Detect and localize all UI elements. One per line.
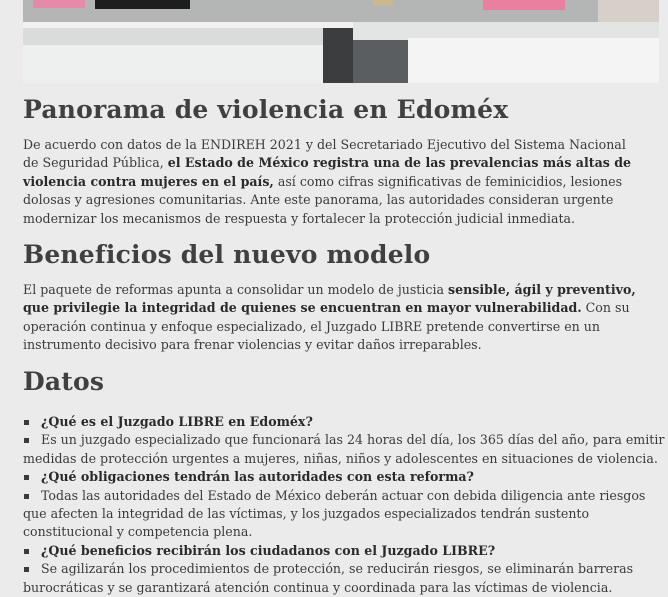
- heading-datos: Datos: [23, 367, 105, 396]
- paragraph-beneficios: [23, 281, 639, 355]
- hero-photo-office-desks: [23, 0, 659, 83]
- beneficios-text-bold: sensible, ágil y preventivo, que privilegie la integridad de quienes se encuentran en mayor vulnerabilidad.: [23, 282, 636, 316]
- datos-question-1: ¿Qué es el Juzgado LIBRE en Edoméx?: [23, 413, 665, 431]
- paragraph-panorama: [23, 136, 639, 228]
- datos-list: [23, 413, 665, 597]
- datos-answer-1: Es un juzgado especializado que funcionará las 24 horas del día, los 365 días del año, para emitir medidas de protección urgentes a mujeres, niñas, niños y adolescentes en situaciones de violencia.: [23, 431, 665, 468]
- panorama-text-start: De acuerdo con datos de la ENDIREH 2021 y del Secretariado Ejecutivo del Sistema Nacional de Seguridad Pública,: [23, 137, 626, 171]
- heading-beneficios: Beneficios del nuevo modelo: [23, 240, 431, 269]
- datos-question-2: ¿Qué obligaciones tendrán las autoridades con esta reforma?: [23, 468, 665, 486]
- beneficios-text-end: Con su operación continua y enfoque especializado, el Juzgado LIBRE pretende convertirse en un instrumento decisivo para frenar violencias y evitar daños irreparables.: [23, 300, 630, 353]
- datos-question-3: ¿Qué beneficios recibirán los ciudadanos con el Juzgado LIBRE?: [23, 542, 665, 560]
- beneficios-text-start: El paquete de reformas apunta a consolidar un modelo de justicia: [23, 282, 448, 297]
- panorama-text-bold: el Estado de México registra una de las prevalencias más altas de violencia contra mujeres en el país,: [23, 155, 632, 189]
- datos-answer-2: Todas las autoridades del Estado de México deberán actuar con debida diligencia ante riesgos que afecten la integridad de las víctimas, y los juzgados especializados tendrán sustento constitucional y competencia plena.: [23, 487, 665, 542]
- panorama-text-end: así como cifras significativas de feminicidios, lesiones dolosas y agresiones comunitarias. Ante este panorama, las autoridades consideran urgente modernizar los mecanismos de respuesta y fortalecer la protección judicial inmediata.: [23, 173, 623, 226]
- heading-panorama: Panorama de violencia en Edoméx: [23, 95, 509, 124]
- datos-answer-3: Se agilizarán los procedimientos de protección, se reducirán riesgos, se eliminarán barreras burocráticas y se garantizará atención continua y coordinada para las víctimas de violencia.: [23, 560, 665, 597]
